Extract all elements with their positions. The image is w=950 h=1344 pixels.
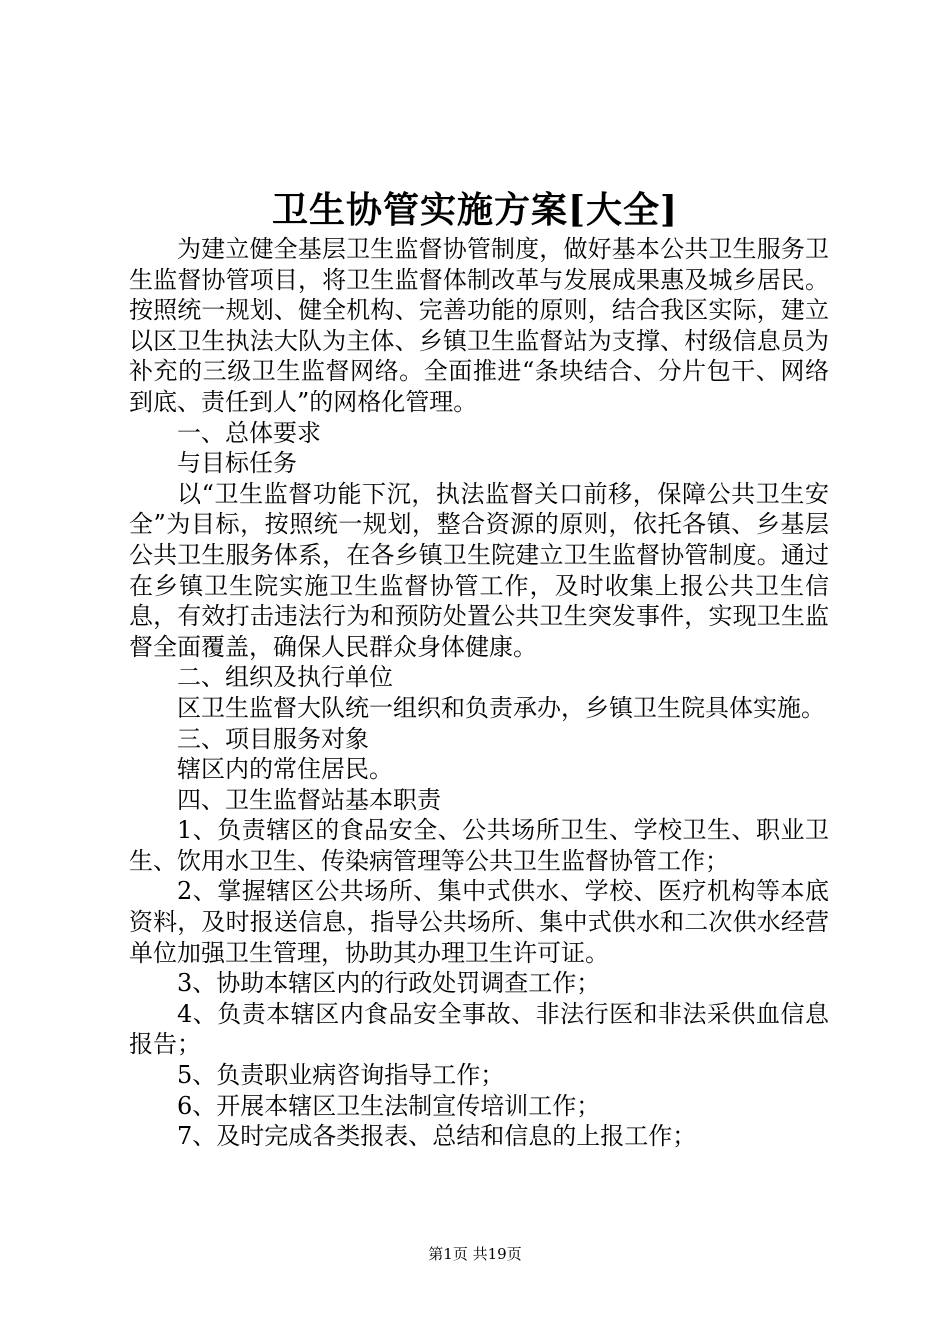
intro-paragraph: 为建立健全基层卫生监督协管制度，做好基本公共卫生服务卫生监督协管项目，将卫生监督体制改革与发展成果惠及城乡居民。按照统一规划、健全机构、完善功能的原则，结合我区实际，建立以区卫生执法大队为主体、乡镇卫生监督站为支撑、村级信息员为补充的三级卫生监督网络。全面推进“条块结合、分片包干、网络到底、责任到人”的网格化管理。 — [129, 235, 829, 416]
duty-item-6: 6、开展本辖区卫生法制宣传培训工作； — [177, 1091, 601, 1120]
section-heading-3: 三、项目服务对象 — [177, 724, 369, 753]
paragraph-organization: 区卫生监督大队统一组织和负责承办，乡镇卫生院具体实施。 — [177, 693, 825, 722]
document-body — [129, 234, 829, 1152]
section-heading-1: 一、总体要求 — [177, 418, 321, 447]
duty-item-2: 2、掌握辖区公共场所、集中式供水、学校、医疗机构等本底资料，及时报送信息，指导公共场所、集中式供水和二次供水经营单位加强卫生管理，协助其办理卫生许可证。 — [129, 877, 829, 967]
section-heading-4: 四、卫生监督站基本职责 — [177, 785, 441, 814]
duty-item-7: 7、及时完成各类报表、总结和信息的上报工作； — [177, 1122, 697, 1151]
document-title: 卫生协管实施方案[大全] — [271, 189, 679, 231]
paragraph-service-targets: 辖区内的常住居民。 — [177, 755, 393, 784]
paragraph-goals: 以“卫生监督功能下沉，执法监督关口前移，保障公共卫生安全”为目标，按照统一规划，整合资源的原则，依托各镇、乡基层公共卫生服务体系，在各乡镇卫生院建立卫生监督协管制度。通过在乡镇卫生院实施卫生监督协管工作，及时收集上报公共卫生信息，有效打击违法行为和预防处置公共卫生突发事件，实现卫生监督全面覆盖，确保人民群众身体健康。 — [129, 479, 829, 661]
duty-item-3: 3、协助本辖区内的行政处罚调查工作； — [177, 969, 601, 998]
page-number-footer: 第1页 共19页 — [428, 1245, 522, 1263]
section-heading-2: 二、组织及执行单位 — [177, 663, 393, 692]
duty-item-5: 5、负责职业病咨询指导工作； — [177, 1061, 505, 1090]
section-heading-1-cont: 与目标任务 — [177, 449, 297, 478]
duty-item-4: 4、负责本辖区内食品安全事故、非法行医和非法采供血信息报告； — [129, 999, 829, 1059]
duty-item-1: 1、负责辖区的食品安全、公共场所卫生、学校卫生、职业卫生、饮用水卫生、传染病管理等公共卫生监督协管工作； — [129, 816, 829, 875]
